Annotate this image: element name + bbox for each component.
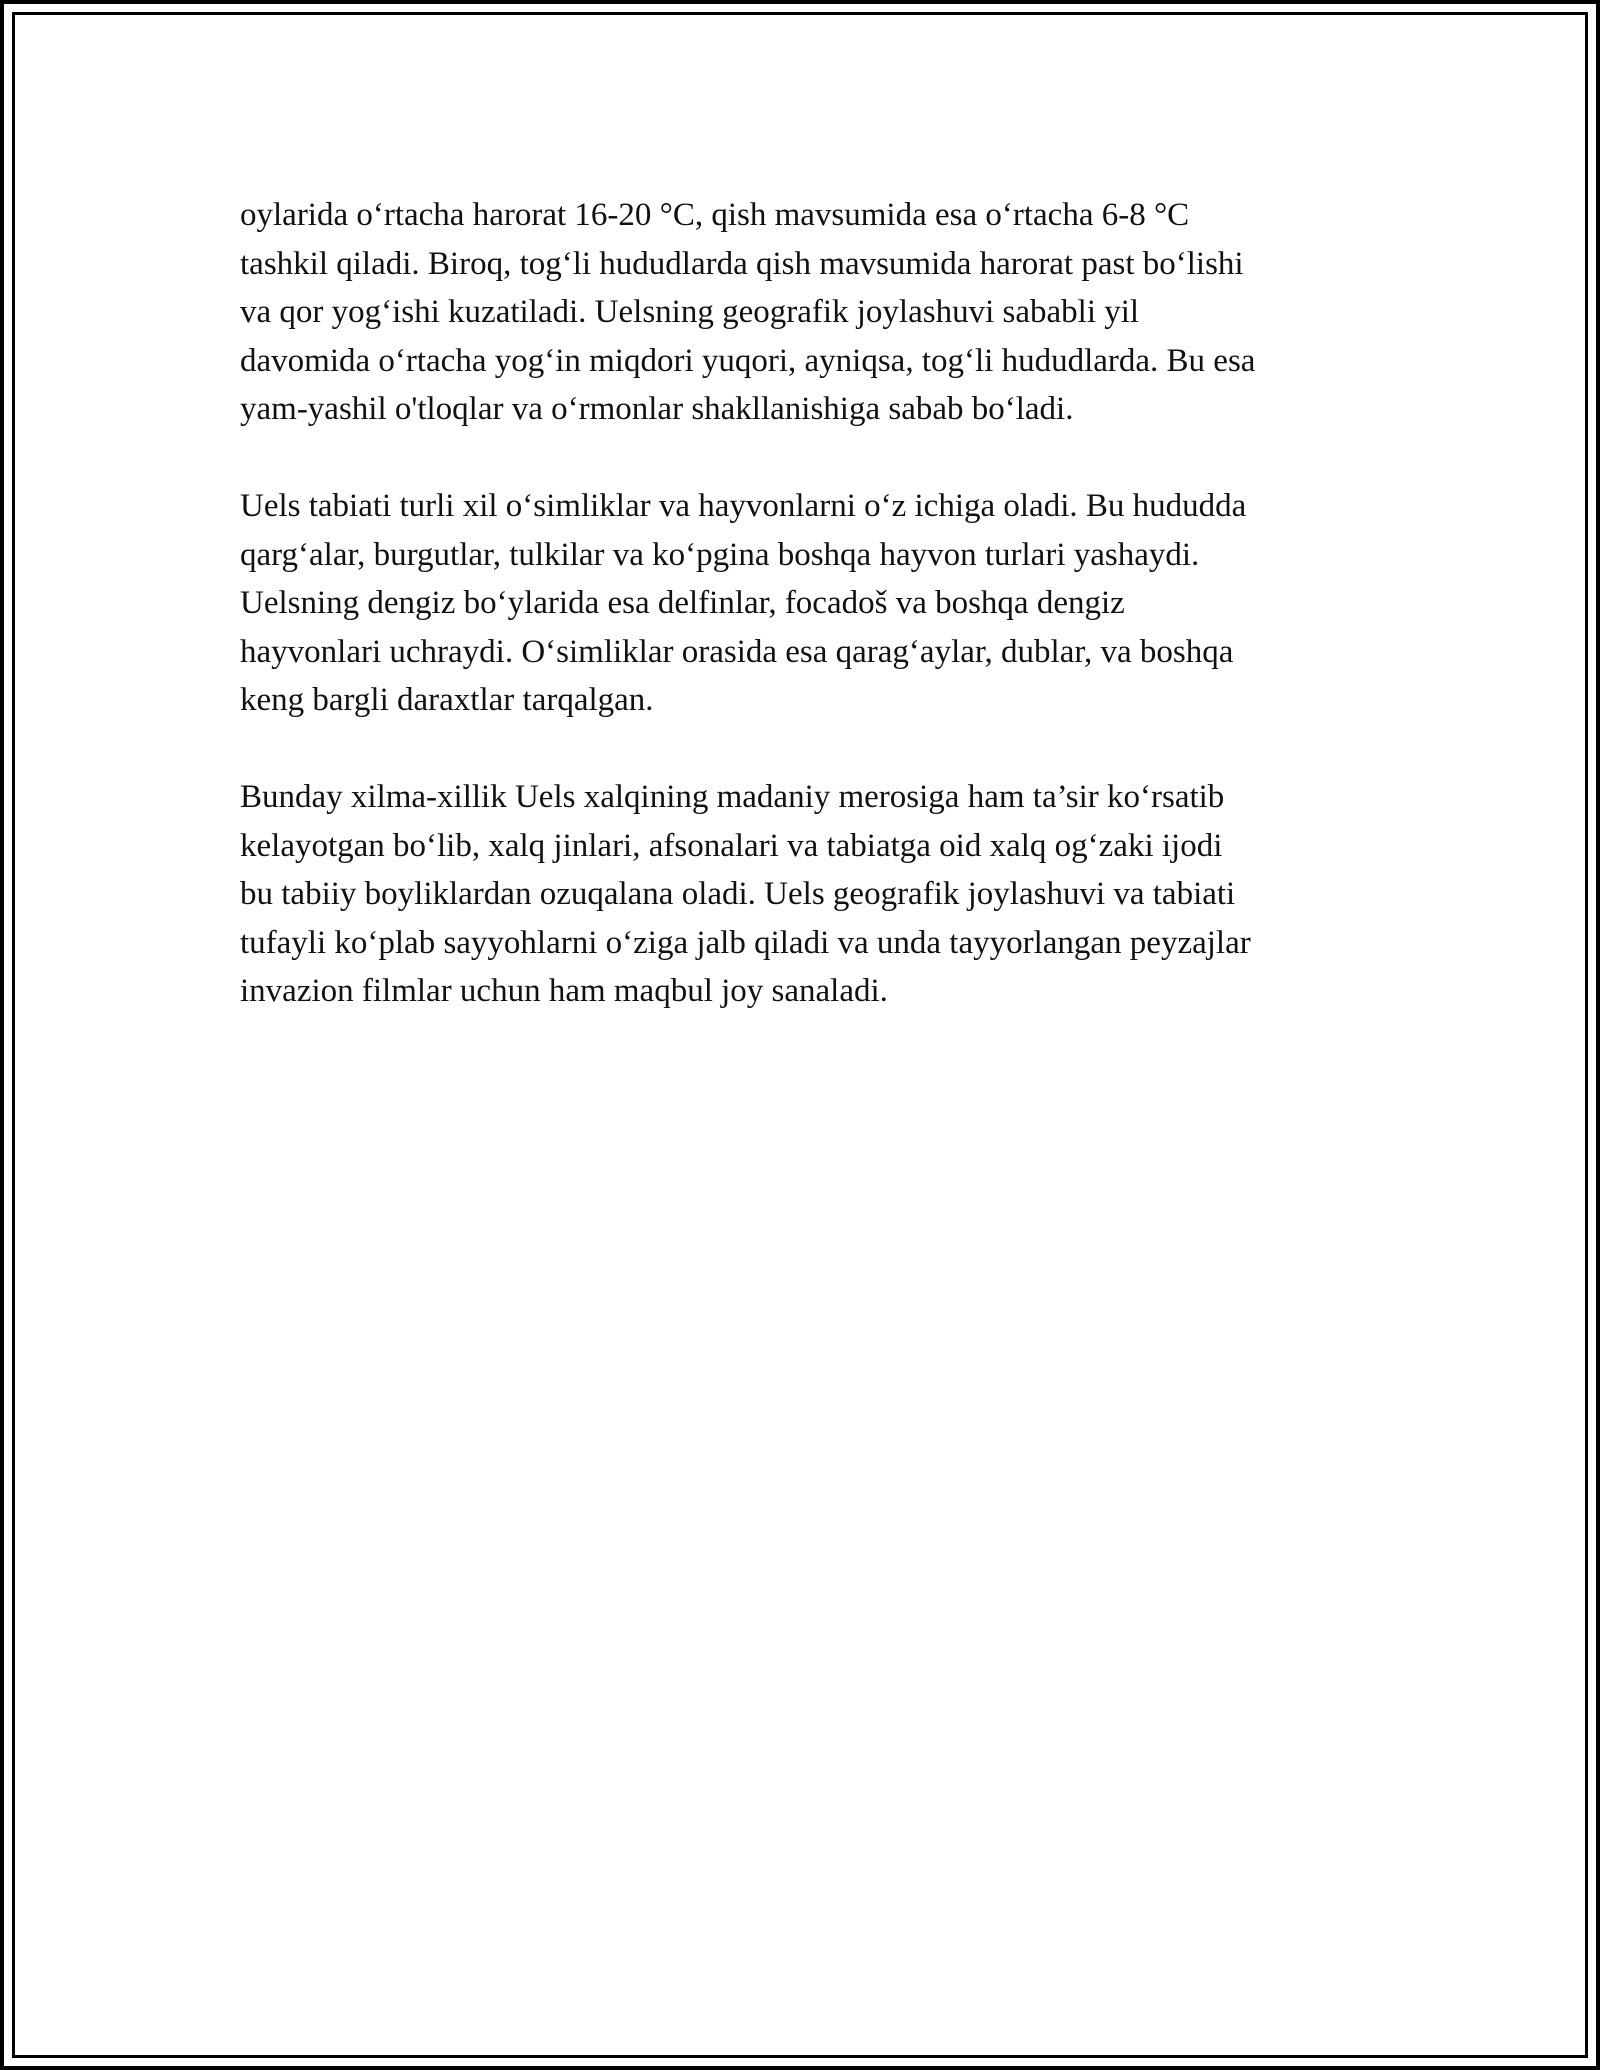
paragraph-nature: Uels tabiati turli xil o‘simliklar va hayvonlarni o‘z ichiga oladi. Bu hududda qarg‘alar, burgutlar, tulkilar va ko‘pgina boshqa hayvon turlari yashaydi. Uelsning dengiz bo‘ylarida esa delfinlar, focadoš va boshqa dengiz hayvonlari uchraydi. O‘simliklar orasida esa qarag‘aylar, dublar, va boshqa keng bargli daraxtlar tarqalgan. (240, 488, 1247, 718)
paragraph-climate: oylarida o‘rtacha harorat 16-20 °C, qish mavsumida esa o‘rtacha 6-8 °C tashkil qiladi. Biroq, tog‘li hududlarda qish mavsumida harorat past bo‘lishi va qor yog‘ishi kuzatiladi. Uelsning geografik joylashuvi sababli yil davomida o‘rtacha yog‘in miqdori yuqori, ayniqsa, tog‘li hududlarda. Bu esa yam-yashil o'tloqlar va o‘rmonlar shakllanishiga sabab bo‘ladi. (240, 197, 1256, 427)
document-body (240, 191, 1380, 1064)
paragraph-culture: Bunday xilma-xillik Uels xalqining madaniy merosiga ham ta’sir ko‘rsatib kelayotgan bo‘lib, xalq jinlari, afsonalari va tabiatga oid xalq og‘zaki ijodi bu tabiiy boyliklardan ozuqalana oladi. Uels geografik joylashuvi va tabiati tufayli ko‘plab sayyohlarni o‘ziga jalb qiladi va unda tayyorlangan peyzajlar invazion filmlar uchun ham maqbul joy sanaladi. (240, 779, 1251, 1009)
